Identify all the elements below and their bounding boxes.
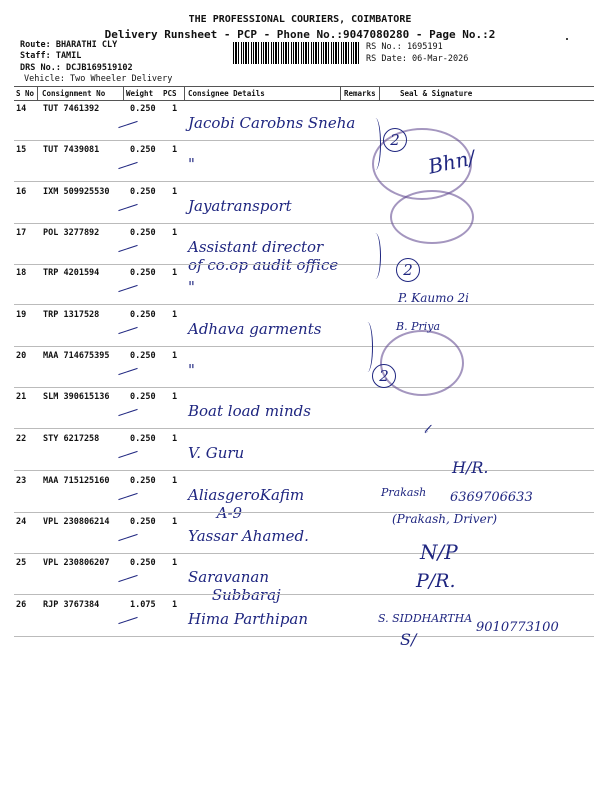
seal-stamp xyxy=(390,190,474,244)
row-divider xyxy=(14,636,594,637)
check-tick-mark xyxy=(118,492,138,501)
table-header-border xyxy=(14,100,594,101)
row-pcs: 1 xyxy=(172,268,178,278)
row-pcs: 1 xyxy=(172,434,178,444)
drs-number: DRS No.: DCJB169519102 xyxy=(20,63,133,73)
row-consignment-no: POL 3277892 xyxy=(43,228,100,238)
signature-mark: 𝓁 xyxy=(424,422,428,436)
row-pcs: 1 xyxy=(172,517,178,527)
check-tick-mark xyxy=(118,574,138,583)
row-sno: 19 xyxy=(16,310,27,320)
row-weight: 0.250 xyxy=(130,228,156,238)
remark-np: N/P xyxy=(420,540,458,564)
row-weight: 0.250 xyxy=(130,104,156,114)
row-divider xyxy=(14,512,594,513)
receiver-designation: (Prakash, Driver) xyxy=(392,512,498,526)
row-consignment-no: VPL 230806207 xyxy=(43,558,110,568)
check-tick-mark xyxy=(118,244,138,253)
row-pcs: 1 xyxy=(172,104,178,114)
circle-annotation: 2 xyxy=(396,258,420,282)
row-weight: 0.250 xyxy=(130,187,156,197)
col-consignment: Consignment No xyxy=(42,89,106,98)
row-consignment-no: TRP 1317528 xyxy=(43,310,100,320)
table-top-border xyxy=(14,86,594,87)
row-weight: 0.250 xyxy=(130,476,156,486)
row-divider xyxy=(14,594,594,595)
receiver-name: Prakash xyxy=(381,486,427,499)
row-pcs: 1 xyxy=(172,310,178,320)
row-weight: 0.250 xyxy=(130,351,156,361)
row-pcs: 1 xyxy=(172,558,178,568)
col-divider xyxy=(340,86,341,100)
row-pcs: 1 xyxy=(172,351,178,361)
row-weight: 0.250 xyxy=(130,517,156,527)
row-pcs: 1 xyxy=(172,600,178,610)
circle-annotation: 2 xyxy=(372,364,396,388)
row-divider xyxy=(14,470,594,471)
row-sno: 17 xyxy=(16,228,27,238)
row-sno: 23 xyxy=(16,476,27,486)
row-weight: 0.250 xyxy=(130,310,156,320)
col-weight: Weight xyxy=(126,89,154,98)
row-pcs: 1 xyxy=(172,392,178,402)
brace-mark xyxy=(370,233,381,279)
row-divider xyxy=(14,387,594,388)
col-seal-signature: Seal & Signature xyxy=(400,89,473,98)
col-divider xyxy=(123,86,124,100)
row-sno: 15 xyxy=(16,145,27,155)
rs-date: RS Date: 06-Mar-2026 xyxy=(366,54,469,64)
row-divider xyxy=(14,304,594,305)
row-consignee-handwritten: V. Guru xyxy=(188,444,245,462)
receiver-signature: P. Kaumo 2i xyxy=(398,291,470,305)
row-weight: 0.250 xyxy=(130,392,156,402)
row-consignee-handwritten: " xyxy=(188,278,195,296)
remark-hr: H/R. xyxy=(452,458,489,477)
check-tick-mark xyxy=(118,284,138,293)
row-consignee-handwritten: Boat load minds xyxy=(188,402,311,420)
row-pcs: 1 xyxy=(172,145,178,155)
check-tick-mark xyxy=(118,326,138,335)
row-divider xyxy=(14,553,594,554)
check-tick-mark xyxy=(118,408,138,417)
row-divider xyxy=(14,223,594,224)
receiver-phone: 9010773100 xyxy=(476,620,559,635)
row-consignment-no: IXM 509925530 xyxy=(43,187,110,197)
row-consignment-no: RJP 3767384 xyxy=(43,600,100,610)
check-tick-mark xyxy=(118,616,138,625)
row-consignment-no: TUT 7461392 xyxy=(43,104,100,114)
row-consignment-no: MAA 715125160 xyxy=(43,476,110,486)
row-pcs: 1 xyxy=(172,187,178,197)
row-consignee-handwritten: Jacobi Carobns Sneha xyxy=(188,114,356,132)
check-tick-mark xyxy=(118,533,138,542)
row-sno: 22 xyxy=(16,434,27,444)
row-consignment-no: STY 6217258 xyxy=(43,434,100,444)
speck xyxy=(566,38,568,40)
col-pcs: PCS xyxy=(163,89,177,98)
row-sno: 16 xyxy=(16,187,27,197)
check-tick-mark xyxy=(118,120,138,129)
check-tick-mark xyxy=(118,367,138,376)
row-consignee-handwritten: " xyxy=(188,361,195,379)
row-weight: 0.250 xyxy=(130,434,156,444)
row-consignment-no: TRP 4201594 xyxy=(43,268,100,278)
row-sno: 21 xyxy=(16,392,27,402)
row-consignment-no: MAA 714675395 xyxy=(43,351,110,361)
remark-pr: P/R. xyxy=(416,570,456,592)
col-remarks: Remarks xyxy=(344,89,376,98)
seal-stamp xyxy=(380,330,464,396)
row-consignment-no: SLM 390615136 xyxy=(43,392,110,402)
row-pcs: 1 xyxy=(172,228,178,238)
row-consignee-handwritten: Hima Parthipan xyxy=(188,610,309,628)
row-consignment-no: VPL 230806214 xyxy=(43,517,110,527)
route-label: Route: BHARATHI CLY xyxy=(20,40,118,50)
receiver-name: S. SIDDHARTHA xyxy=(378,612,473,625)
row-consignee-handwritten: " xyxy=(188,155,195,173)
circle-annotation: 2 xyxy=(383,128,407,152)
row-sno: 26 xyxy=(16,600,27,610)
col-divider xyxy=(379,86,380,100)
row-weight: 0.250 xyxy=(130,145,156,155)
signature-mark: Bhn∕ xyxy=(426,145,478,179)
row-weight: 0.250 xyxy=(130,268,156,278)
row-divider xyxy=(14,140,594,141)
row-pcs: 1 xyxy=(172,476,178,486)
runsheet-subtitle: Delivery Runsheet - PCP - Phone No.:9047080280 - Page No.:2 xyxy=(104,28,496,41)
row-consignee-handwritten: Saravanan Subbaraj xyxy=(188,568,281,604)
vehicle-label: Vehicle: Two Wheeler Delivery xyxy=(24,74,173,84)
row-weight: 1.075 xyxy=(130,600,156,610)
staff-label: Staff: TAMIL xyxy=(20,51,82,61)
col-divider xyxy=(37,86,38,100)
row-consignee-handwritten: AliasgeroKafim A-9 xyxy=(188,486,305,522)
barcode xyxy=(233,42,361,64)
brace-mark xyxy=(370,118,381,170)
row-divider xyxy=(14,181,594,182)
row-divider xyxy=(14,346,594,347)
check-tick-mark xyxy=(118,161,138,170)
brace-mark xyxy=(362,322,373,372)
company-title: THE PROFESSIONAL COURIERS, COIMBATORE xyxy=(188,14,412,25)
col-divider xyxy=(184,86,185,100)
check-tick-mark xyxy=(118,203,138,212)
row-weight: 0.250 xyxy=(130,558,156,568)
receiver-signature: B. Priya xyxy=(396,320,441,333)
row-divider xyxy=(14,264,594,265)
receiver-phone: 6369706633 xyxy=(450,490,533,505)
rs-number: RS No.: 1695191 xyxy=(366,42,443,52)
row-consignee-handwritten: Jayatransport xyxy=(188,197,292,215)
row-sno: 18 xyxy=(16,268,27,278)
row-consignee-handwritten: Yassar Ahamed. xyxy=(188,527,309,545)
row-sno: 25 xyxy=(16,558,27,568)
row-consignment-no: TUT 7439081 xyxy=(43,145,100,155)
row-sno: 14 xyxy=(16,104,27,114)
row-sno: 24 xyxy=(16,517,27,527)
row-divider xyxy=(14,428,594,429)
row-consignee-handwritten: Adhava garments xyxy=(188,320,322,338)
col-sno: S No xyxy=(16,89,35,98)
row-sno: 20 xyxy=(16,351,27,361)
check-tick-mark xyxy=(118,450,138,459)
col-consignee: Consignee Details xyxy=(188,89,265,98)
row-consignee-handwritten: Assistant director of co.op audit office xyxy=(188,238,339,274)
signature-mark: S∕ xyxy=(400,630,417,649)
